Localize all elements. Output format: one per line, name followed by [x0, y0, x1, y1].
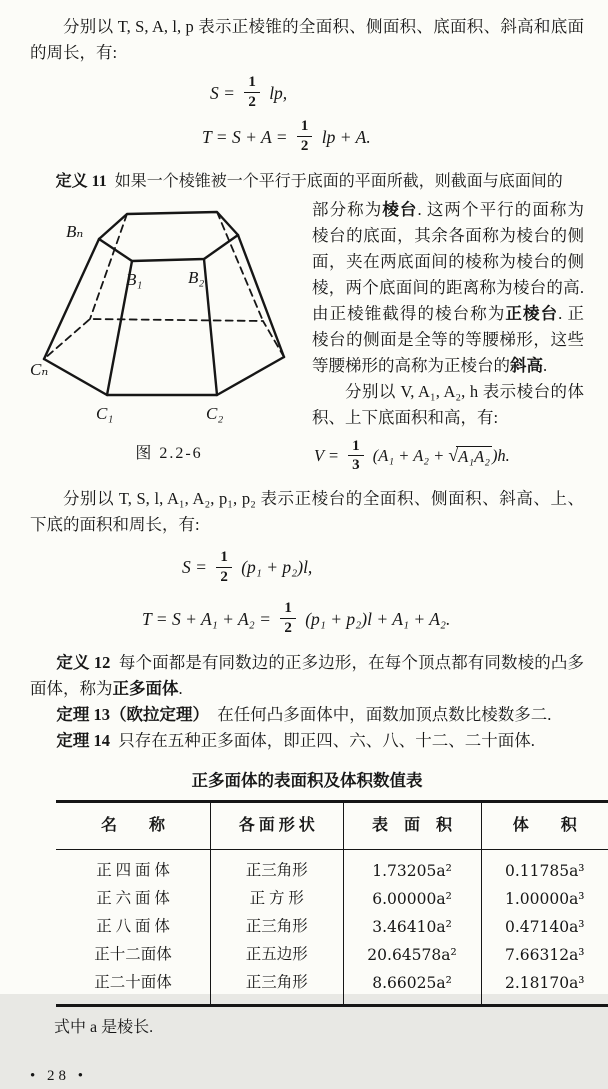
- theorem-14-label: 定理 14: [56, 731, 111, 751]
- header-surface-area: 表 面 积: [343, 802, 481, 850]
- vertex-label-c1: C₁: [96, 403, 114, 423]
- theorem-13: [30, 702, 584, 728]
- fraction-denominator: 3: [352, 457, 360, 474]
- vertex-label-b1: B₁: [126, 269, 143, 289]
- text-segment: 部分称为: [312, 199, 383, 219]
- fraction-denominator: 2: [300, 138, 309, 154]
- table-row: [56, 913, 608, 941]
- bold-term-lengtai: 棱台: [382, 199, 418, 219]
- definition-11-lead: [30, 169, 584, 195]
- table-row: [56, 941, 608, 969]
- formula-lhs: V =: [314, 445, 344, 465]
- formula-total-area-pyramid: [202, 119, 584, 154]
- figure-block: [30, 197, 308, 474]
- figure-caption: 图 2.2-6: [135, 444, 203, 462]
- bold-term-zhenglengtai: 正棱台: [505, 303, 559, 323]
- fraction-numerator: 1: [348, 439, 364, 457]
- fraction: [348, 439, 364, 474]
- radicand: A₁A₂: [458, 446, 490, 466]
- formula-lhs: S =: [182, 557, 212, 578]
- fraction: [280, 601, 296, 636]
- formula-lhs: T = S + A₁ + A₂ =: [142, 608, 276, 629]
- fraction-denominator: 2: [248, 93, 256, 110]
- theorem-14-text: 只存在五种正多面体，即正四、六、八、十二、二十面体.: [110, 731, 535, 751]
- formula-rhs: (p₁ + p₂)l + A₁ + A₂.: [300, 608, 451, 629]
- formula-lateral-area-pyramid: [210, 75, 584, 110]
- cell-surface: 8.66025a²: [343, 969, 481, 1006]
- table-row: [56, 850, 608, 886]
- cell-shape: 正 方 形: [211, 885, 343, 913]
- vertex-label-b2: B₂: [188, 267, 205, 287]
- page-number: • 28 •: [30, 1068, 88, 1085]
- formula-frustum-volume: [314, 439, 584, 474]
- definition-11-continuation: [312, 197, 584, 379]
- square-root: [448, 446, 492, 467]
- table-header-row: [56, 802, 608, 850]
- polyhedron-table: [56, 800, 608, 1007]
- cell-surface: 20.64578a²: [343, 941, 481, 969]
- period: .: [178, 679, 183, 699]
- footnote-text: 式中 a 是棱长.: [54, 1019, 154, 1037]
- formula-rhs: )h.: [491, 445, 510, 465]
- frustum-area-paragraph: [30, 486, 584, 538]
- cell-surface: 3.46410a²: [343, 913, 481, 941]
- fraction-denominator: 2: [284, 619, 292, 636]
- cell-volume: 2.18170a³: [504, 974, 585, 993]
- formula-rhs: (p₁ + p₂)l,: [236, 557, 313, 578]
- fraction-numerator: 1: [244, 75, 260, 93]
- cell-volume: 0.11785a³: [504, 862, 585, 881]
- formula-rhs: lp + A.: [317, 126, 371, 147]
- frustum-volume-paragraph: [312, 379, 584, 431]
- fraction-numerator: 1: [216, 550, 232, 568]
- definition-12-text: 每个面都是有同数边的正多边形，在每个顶点都有同数棱的凸多面体，称为: [30, 653, 585, 699]
- label-gap: [107, 173, 115, 190]
- theorem-13-label: 定理 13（欧拉定理）: [56, 705, 210, 725]
- header-name: 名 称: [56, 802, 211, 850]
- bold-term-regular-polyhedron: 正多面体: [112, 679, 179, 699]
- vertex-label-bn: Bₙ: [66, 221, 84, 241]
- fraction-numerator: 1: [280, 601, 296, 619]
- cell-shape: 正五边形: [211, 941, 343, 969]
- definition-11-lead-text: 如果一个棱锥被一个平行于底面的平面所截，则截面与底面间的: [114, 172, 563, 190]
- fraction: [297, 119, 313, 154]
- bold-term-xiegao: 斜高: [510, 355, 543, 375]
- fraction: [244, 75, 260, 110]
- cell-name: 正 八 面 体: [56, 913, 211, 941]
- cell-name: 正二十面体: [56, 969, 211, 1006]
- header-volume: 体 积: [481, 802, 608, 850]
- formula-lhs: S =: [210, 82, 240, 103]
- definition-12-label: 定义 12: [56, 653, 111, 673]
- frustum-volume-text: 分别以 V, A₁, A₂, h 表示棱台的体积、上下底面积和高，有:: [312, 381, 584, 427]
- table-title: 正多面体的表面积及体积数值表: [191, 771, 423, 791]
- cell-volume: 7.66312a³: [504, 946, 585, 965]
- cell-name: 正 六 面 体: [56, 885, 211, 913]
- cell-surface: 6.00000a²: [343, 885, 481, 913]
- definition-11-label: 定义 11: [55, 172, 107, 190]
- text-segment: .: [543, 355, 548, 375]
- text-segment: . 正棱台的侧面是全等的等腰梯形，这些等腰梯形的高称为正棱台的: [312, 303, 585, 375]
- formula-lhs: T = S + A =: [202, 126, 292, 147]
- formula-total-area-frustum: [142, 601, 584, 636]
- cell-volume: 0.47140a³: [504, 918, 585, 937]
- table-row: [56, 885, 608, 913]
- fraction-numerator: 1: [297, 119, 313, 137]
- formula-rhs: lp,: [264, 82, 288, 103]
- formula-lateral-area-frustum: [182, 550, 584, 585]
- fraction: [216, 550, 232, 585]
- cell-volume: 1.00000a³: [504, 890, 585, 909]
- theorem-13-text: 在任何凸多面体中，面数加顶点数比棱数多二.: [209, 705, 552, 725]
- table-footnote: [30, 1015, 584, 1041]
- cell-name: 正 四 面 体: [56, 850, 211, 886]
- theorem-14: [30, 728, 584, 754]
- cell-shape: 正三角形: [211, 969, 343, 1006]
- text-segment: . 这两个平行的面称为棱台的底面，其余各面称为棱台的侧面，夹在两底面间的棱称为棱台的侧棱，两个底面间的距离称为棱台的高. 由正棱锥截得的棱台称为: [312, 199, 585, 323]
- vertex-label-c2: C₂: [206, 403, 224, 423]
- frustum-area-text: 分别以 T, S, l, A₁, A₂, p₁, p₂ 表示正棱台的全面积、侧面积、斜高、上、下底的面积和周长，有:: [30, 488, 584, 534]
- hexagonal-frustum-figure: [30, 197, 302, 431]
- radical-sign: √: [448, 444, 459, 465]
- intro-text: 分别以 T, S, A, l, p 表示正棱锥的全面积、侧面积、底面积、斜高和底面的周长，有:: [30, 17, 584, 62]
- cell-name: 正十二面体: [56, 941, 211, 969]
- cell-shape: 正三角形: [211, 850, 343, 886]
- cell-shape: 正三角形: [211, 913, 343, 941]
- table-row: [56, 969, 608, 1006]
- fraction-denominator: 2: [220, 568, 228, 585]
- definition-12: [30, 650, 584, 702]
- side-text-column: [308, 197, 584, 474]
- header-face-shape: 各 面 形 状: [211, 802, 343, 850]
- intro-paragraph: [30, 14, 584, 66]
- vertex-label-cn: Cₙ: [30, 359, 49, 379]
- figure-and-text-row: [30, 197, 584, 474]
- cell-surface: 1.73205a²: [343, 850, 481, 886]
- formula-mid: (A₁ + A₂ +: [368, 445, 449, 465]
